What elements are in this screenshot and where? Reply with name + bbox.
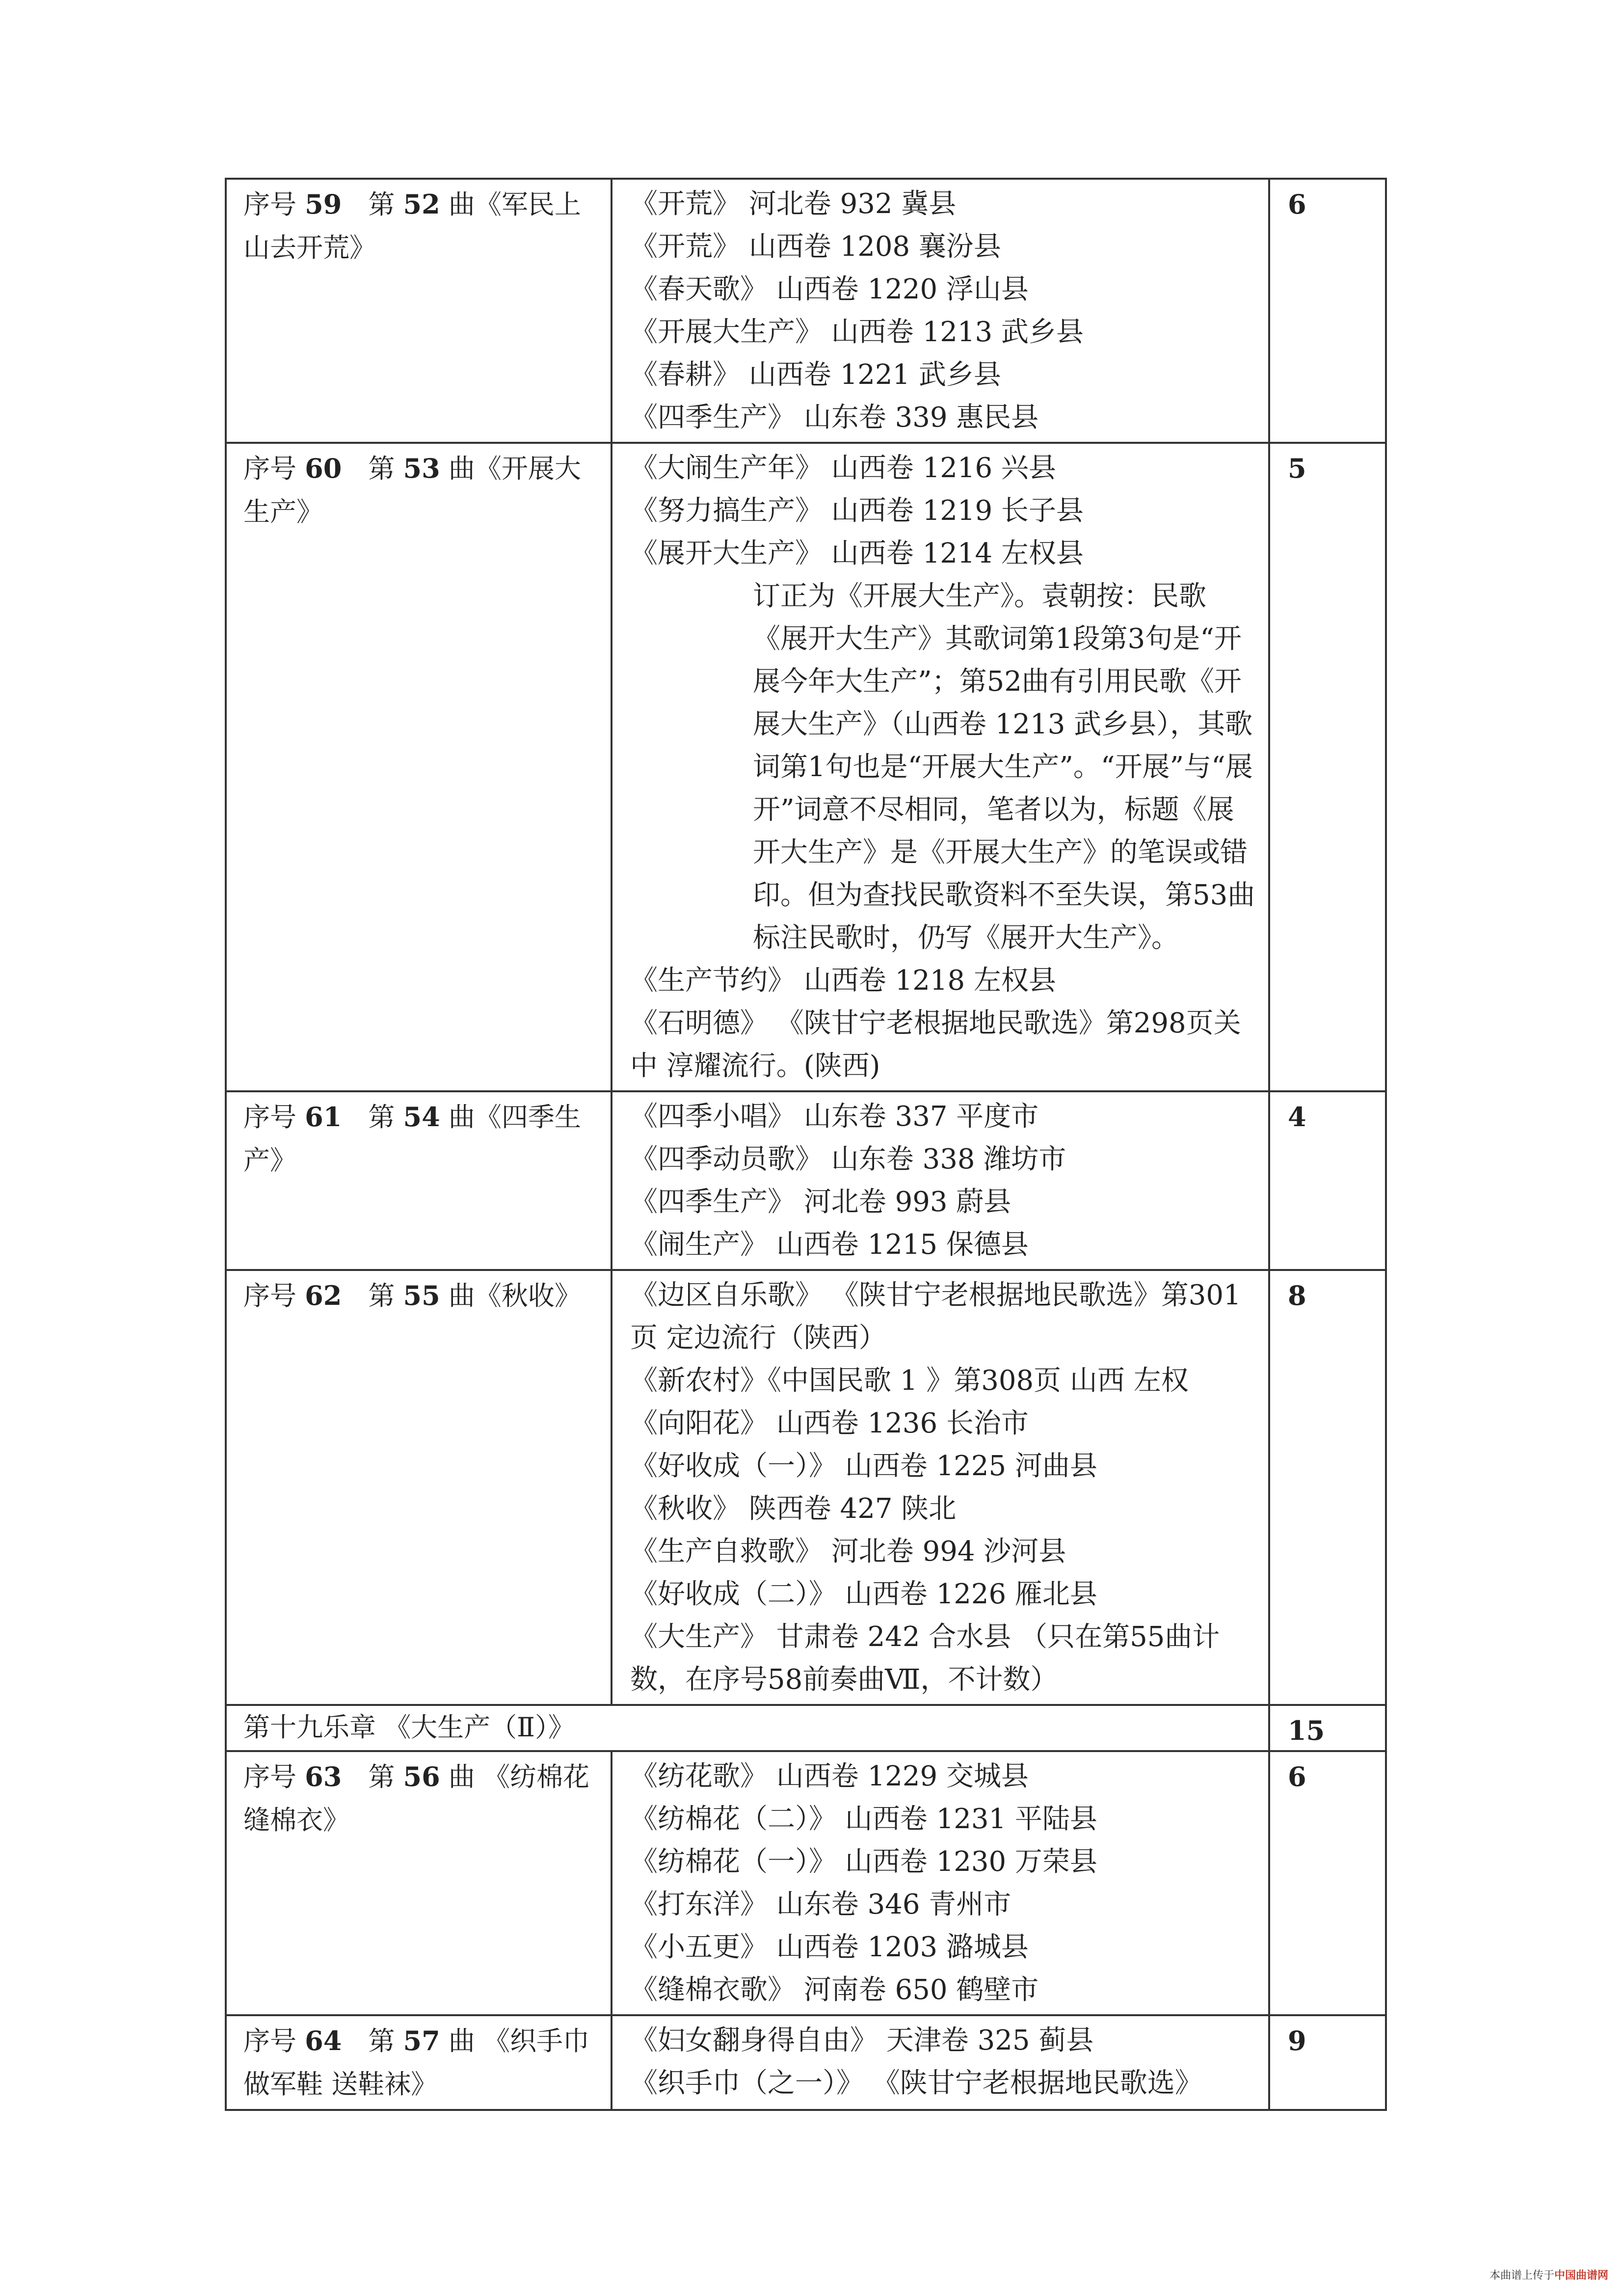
list-item: 《生产节约》 山西卷 1218 左权县 (630, 965, 1056, 997)
song-title: 曲《四季生产》 (243, 1102, 581, 1176)
list-item: 《春耕》 山西卷 1221 武乡县 (630, 359, 1001, 391)
list-item: 《四季动员歌》 山东卷 338 潍坊市 (630, 1143, 1066, 1175)
list-item: 《边区自乐歌》 《陕甘宁老根据地民歌选》第301页 定边流行（陕西） (630, 1279, 1241, 1354)
footer-text: 本曲谱上传于 (1489, 2269, 1554, 2282)
count-cell: 6 (1269, 179, 1386, 443)
list-item: 《大生产》 甘肃卷 242 合水县 （只在第55曲计数，在序号58前奏曲Ⅶ，不计数） (630, 1621, 1220, 1696)
qu-number: 56 (403, 1761, 440, 1792)
count-cell: 6 (1269, 1751, 1386, 2015)
table-row (226, 1091, 1386, 1270)
qu-number: 52 (403, 189, 440, 220)
table-row (226, 179, 1386, 443)
list-item: 《春天歌》 山西卷 1220 浮山县 (630, 273, 1029, 305)
table-row (226, 443, 1386, 1091)
qu-label: 第 (368, 1280, 395, 1311)
list-item: 《秋收》 陕西卷 427 陕北 (630, 1493, 957, 1525)
folk-song-list (612, 179, 1269, 443)
qu-number: 55 (403, 1280, 440, 1311)
list-item: 《缝棉衣歌》 河南卷 650 鹤壁市 (630, 1974, 1039, 2006)
folk-song-list (612, 2015, 1269, 2110)
list-item: 《纺棉花（二）》 山西卷 1231 平陆县 (630, 1803, 1097, 1835)
song-title-cell (226, 2015, 612, 2110)
seq-label: 序号 (243, 453, 296, 484)
song-title-cell (226, 1091, 612, 1270)
list-item: 《四季小唱》 山东卷 337 平度市 (630, 1101, 1039, 1133)
qu-label: 第 (368, 1761, 395, 1792)
list-item: 《石明德》 《陕甘宁老根据地民歌选》第298页关中 淳耀流行。(陕西) (630, 1007, 1241, 1082)
list-item: 《开荒》 河北卷 932 冀县 (630, 188, 957, 220)
list-item: 《向阳花》 山西卷 1236 长治市 (630, 1407, 1029, 1439)
seq-label: 序号 (243, 1761, 296, 1792)
song-title: 曲《秋收》 (448, 1280, 581, 1311)
list-item: 《新农村》《中国民歌 1 》第308页 山西 左权 (630, 1365, 1189, 1397)
page-footer (1490, 2267, 1608, 2282)
site-logo: 中国曲谱网 (1554, 2269, 1608, 2282)
list-item: 《展开大生产》 山西卷 1214 左权县 (630, 538, 1084, 569)
list-item: 《妇女翻身得自由》 天津卷 325 蓟县 (630, 2025, 1094, 2056)
seq-label: 序号 (243, 2026, 296, 2056)
seq-number: 63 (305, 1761, 342, 1792)
list-item: 《纺棉花（一）》 山西卷 1230 万荣县 (630, 1846, 1097, 1878)
count-cell: 4 (1269, 1091, 1386, 1270)
qu-label: 第 (368, 453, 395, 484)
table-row (226, 1751, 1386, 2015)
qu-number: 53 (403, 453, 440, 484)
song-title: 曲《开展大生产》 (243, 453, 581, 527)
list-item: 《好收成（一）》 山西卷 1225 河曲县 (630, 1450, 1097, 1482)
folk-song-list (612, 443, 1269, 1091)
chapter-row (226, 1705, 1386, 1751)
song-title-cell (226, 1751, 612, 2015)
seq-label: 序号 (243, 1102, 296, 1133)
qu-label: 第 (368, 1102, 395, 1133)
song-title: 曲 《织手巾做军鞋 送鞋袜》 (243, 2026, 589, 2100)
list-item: 《开展大生产》 山西卷 1213 武乡县 (630, 316, 1084, 348)
seq-number: 64 (305, 2025, 342, 2056)
qu-number: 54 (403, 1101, 440, 1133)
list-item: 《闹生产》 山西卷 1215 保德县 (630, 1229, 1029, 1261)
seq-number: 59 (305, 189, 342, 220)
song-title: 曲《军民上山去开荒》 (243, 189, 581, 263)
song-title-cell (226, 1270, 612, 1705)
qu-label: 第 (368, 189, 395, 220)
count-cell: 8 (1269, 1270, 1386, 1705)
list-item: 《努力搞生产》 山西卷 1219 长子县 (630, 495, 1084, 527)
folk-song-list (612, 1751, 1269, 2015)
song-title-cell (226, 443, 612, 1091)
count-cell: 5 (1269, 443, 1386, 1091)
song-source-table (225, 178, 1387, 2111)
song-title-cell (226, 179, 612, 443)
list-item: 《纺花歌》 山西卷 1229 交城县 (630, 1760, 1029, 1792)
list-item: 《打东洋》 山东卷 346 青州市 (630, 1889, 1011, 1920)
song-title: 曲 《纺棉花缝棉衣》 (243, 1761, 589, 1836)
qu-label: 第 (368, 2026, 395, 2056)
list-item: 《好收成（二）》 山西卷 1226 雁北县 (630, 1578, 1097, 1610)
list-item: 《织手巾（之一）》 《陕甘宁老根据地民歌选》 (630, 2067, 1202, 2099)
table-row (226, 1270, 1386, 1705)
folk-song-list (612, 1091, 1269, 1270)
seq-label: 序号 (243, 1280, 296, 1311)
seq-number: 60 (305, 453, 342, 484)
list-item: 《生产自救歌》 河北卷 994 沙河县 (630, 1536, 1066, 1567)
chapter-title: 第十九乐章 《大生产（Ⅱ）》 (226, 1705, 1269, 1751)
list-item: 《开荒》 山西卷 1208 襄汾县 (630, 231, 1001, 263)
folk-song-list (612, 1270, 1269, 1705)
note-text: 订正为《开展大生产》。袁朝按：民歌《展开大生产》其歌词第1段第3句是“开展今年大生产”；第52曲有引用民歌《开展大生产》（山西卷 1213 武乡县），其歌词第1句也是“开展大生产”。“开展”与“展开”词意不尽相同，笔者以为，标题《展开大生产》是《开展大生产》的笔误或错印。但为查找民歌资料不至失误，第53曲标注民歌时，仍写《展开大生产》。 (753, 580, 1255, 954)
count-cell: 15 (1269, 1705, 1386, 1751)
list-item: 《四季生产》 河北卷 993 蔚县 (630, 1186, 1011, 1218)
list-item: 《大闹生产年》 山西卷 1216 兴县 (630, 452, 1056, 484)
seq-number: 62 (305, 1280, 342, 1311)
list-item: 《四季生产》 山东卷 339 惠民县 (630, 402, 1039, 433)
list-item: 《小五更》 山西卷 1203 潞城县 (630, 1931, 1029, 1963)
count-cell: 9 (1269, 2015, 1386, 2110)
qu-number: 57 (403, 2025, 440, 2056)
editor-note (630, 575, 1258, 959)
table-row (226, 2015, 1386, 2110)
seq-label: 序号 (243, 189, 296, 220)
seq-number: 61 (305, 1101, 342, 1133)
